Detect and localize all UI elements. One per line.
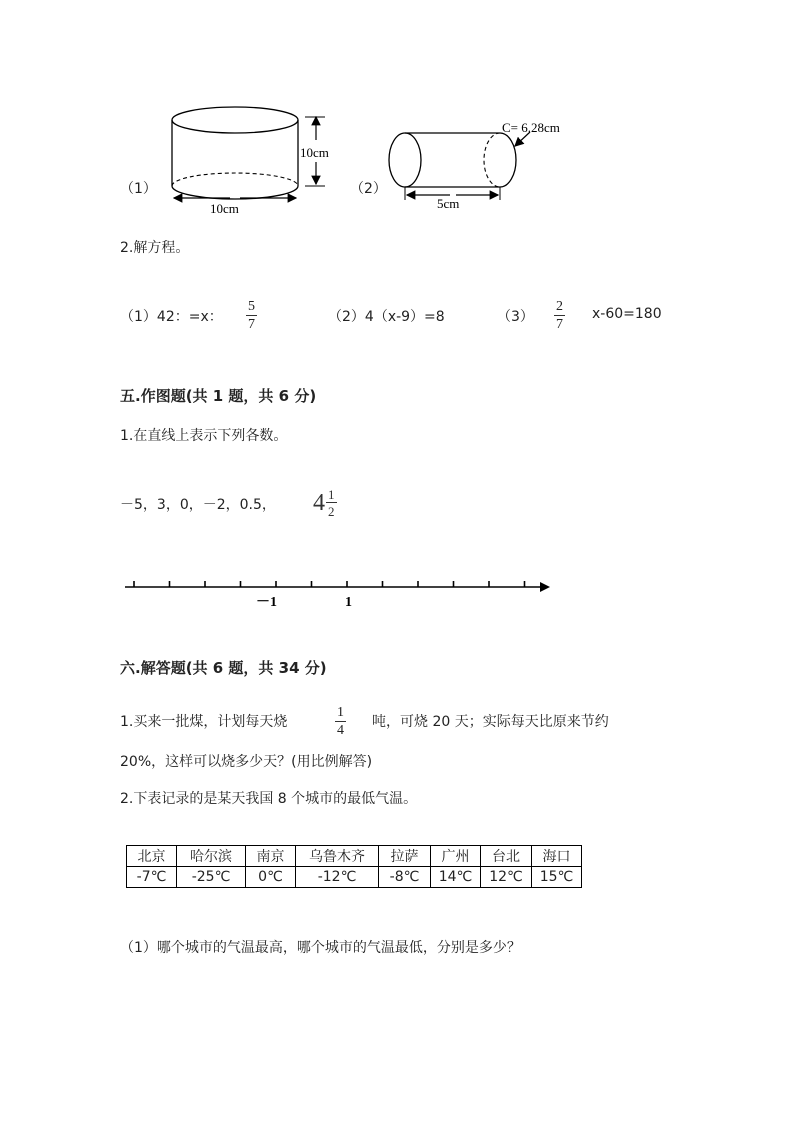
table-cell: 海口 xyxy=(532,846,582,867)
table-cell: 14℃ xyxy=(431,867,481,888)
table-cell: 拉萨 xyxy=(379,846,431,867)
cylinder-figure-1 xyxy=(120,100,340,220)
numbers-list: －5，3，0，－2，0.5， xyxy=(120,497,276,513)
section-6-q1-part1: 1.买来一批煤，计划每天烧 xyxy=(120,714,288,730)
height-label: 10cm xyxy=(300,145,329,160)
table-cell: 广州 xyxy=(431,846,481,867)
axis-label-1: 1 xyxy=(345,595,352,610)
table-cell: -25℃ xyxy=(177,867,246,888)
equation-3-prefix: （3） xyxy=(497,309,534,325)
table-row-temps xyxy=(127,867,582,888)
temperature-table xyxy=(126,845,582,888)
table-cell: 12℃ xyxy=(481,867,532,888)
cylinder-top xyxy=(172,107,298,133)
table-cell: 台北 xyxy=(481,846,532,867)
equation-1: （1）42：=x： xyxy=(120,309,223,325)
width-label: 10cm xyxy=(210,201,239,216)
equation-3-fraction: $\frac{2}{7}$ xyxy=(556,299,563,332)
figure-2-label: （2） xyxy=(350,181,387,197)
cylinder-figure-2 xyxy=(380,110,580,215)
number-line-arrow xyxy=(540,582,550,592)
equation-3-suffix: x-60=180 xyxy=(592,306,662,322)
section-5-q1: 1.在直线上表示下列各数。 xyxy=(120,428,288,444)
section-6-q1-part2: 吨，可烧 20 天；实际每天比原来节约 xyxy=(372,714,609,730)
section-5-title: 五.作图题(共 1 题，共 6 分) xyxy=(120,387,317,405)
equation-1-fraction: $\frac{5}{7}$ xyxy=(248,299,255,332)
section-6-q1-fraction: $\frac{1}{4}$ xyxy=(337,705,344,738)
section-6-q2: 2.下表记录的是某天我国 8 个城市的最低气温。 xyxy=(120,791,418,807)
cylinder-left-face xyxy=(389,133,421,187)
length-label: 5cm xyxy=(437,196,460,211)
axis-label-neg1: －1 xyxy=(256,595,277,610)
table-cell: 0℃ xyxy=(246,867,296,888)
circumference-label: C= 6.28cm xyxy=(502,120,560,135)
table-cell: 南京 xyxy=(246,846,296,867)
section-6-q1-line2: 20%，这样可以烧多少天？(用比例解答) xyxy=(120,754,373,770)
table-row-cities xyxy=(127,846,582,867)
mixed-number: 4 $\frac{1}{2}$ xyxy=(313,487,335,519)
number-line xyxy=(120,575,560,615)
section-6-q2-sub1: （1）哪个城市的气温最高，哪个城市的气温最低，分别是多少？ xyxy=(120,940,521,956)
table-cell: 哈尔滨 xyxy=(177,846,246,867)
number-line-ticks xyxy=(134,581,525,587)
q2-title: 2.解方程。 xyxy=(120,240,190,256)
equation-2: （2）4（x-9）=8 xyxy=(328,309,445,325)
table-cell: -12℃ xyxy=(296,867,379,888)
table-cell: 15℃ xyxy=(532,867,582,888)
table-cell: 乌鲁木齐 xyxy=(296,846,379,867)
figure-1-label: （1） xyxy=(120,181,157,197)
section-6-title: 六.解答题(共 6 题，共 34 分) xyxy=(120,659,327,677)
table-cell: -7℃ xyxy=(127,867,177,888)
table-cell: -8℃ xyxy=(379,867,431,888)
table-cell: 北京 xyxy=(127,846,177,867)
